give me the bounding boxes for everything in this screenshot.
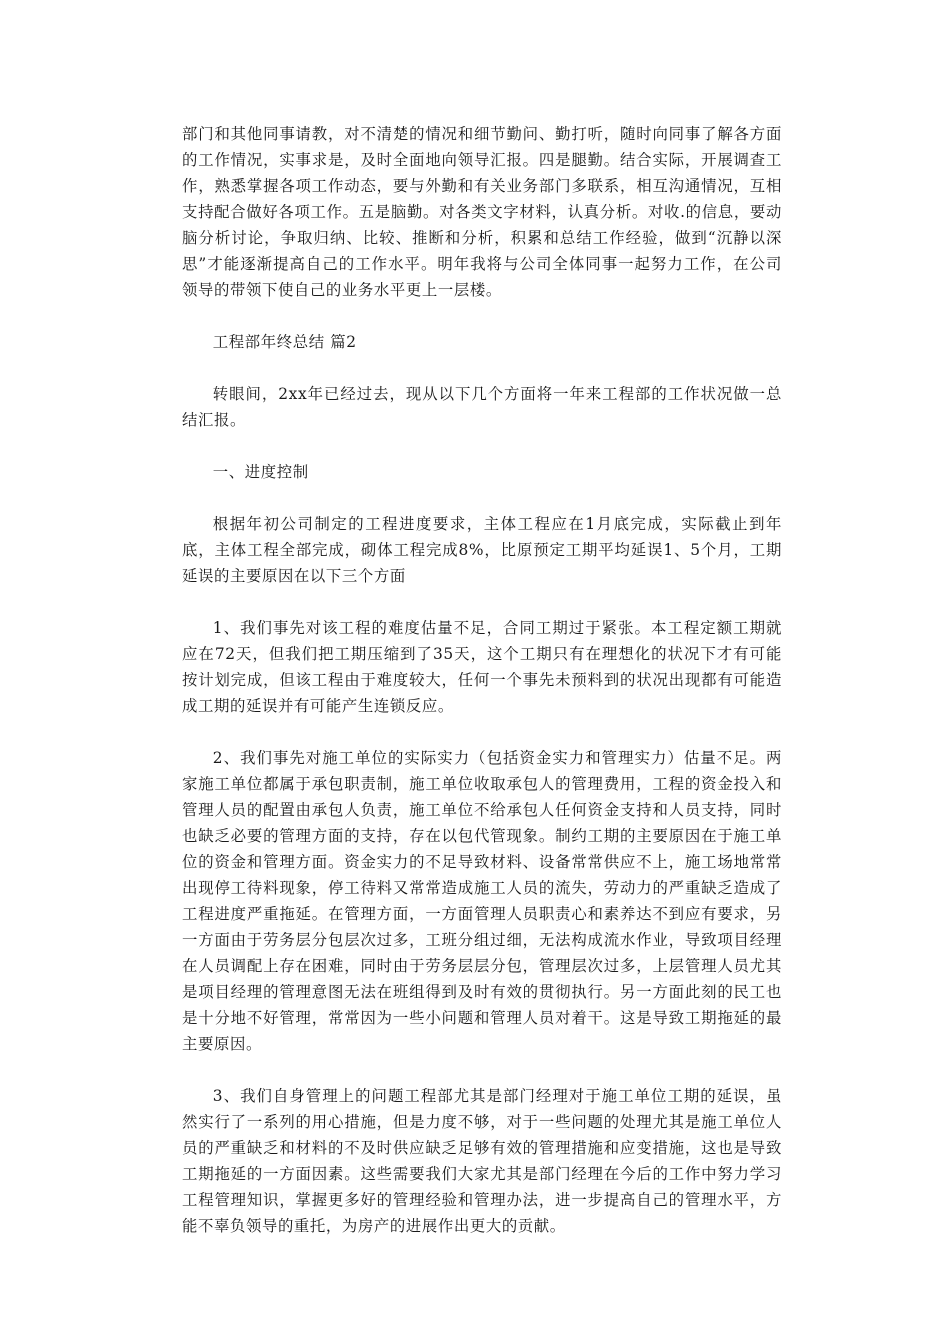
continued-paragraph: 部门和其他同事请教，对不清楚的情况和细节勤问、勤打听，随时向同事了解各方面的工作情况，实事求是，及时全面地向领导汇报。四是腿勤。结合实际，开展调查工作，熟悉掌握各项工作动态，要与外勤和有关业务部门多联系，相互沟通情况，互相支持配合做好各项工作。五是脑勤。对各类文字材料，认真分析。对收.的信息，要动脑分析讨论，争取归纳、比较、推断和分析，积累和总结工作经验，做到“沉静以深思”才能逐渐提高自己的工作水平。明年我将与公司全体同事一起努力工作，在公司领导的带领下使自己的业务水平更上一层楼。	[182, 125, 782, 299]
reason-paragraph-3: 3、我们自身管理上的问题工程部尤其是部门经理对于施工单位工期的延误，虽然实行了一系列的用心措施，但是力度不够，对于一些问题的处理尤其是施工单位人员的严重缺乏和材料的不及时供应缺乏足够有效的管理措施和应变措施，这也是导致工期拖延的一方面因素。这些需要我们大家尤其是部门经理在今后的工作中努力学习工程管理知识，掌握更多好的管理经验和管理办法，进一步提高自己的管理水平，方能不辜负领导的重托，为房产的进展作出更大的贡献。	[182, 1087, 782, 1235]
section-heading: 一、进度控制	[212, 463, 309, 481]
reason-paragraph-2: 2、我们事先对施工单位的实际实力（包括资金实力和管理实力）估量不足。两家施工单位都属于承包职责制，施工单位收取承包人的管理费用，工程的资金投入和管理人员的配置由承包人负责，施工单位不给承包人任何资金支持和人员支持，同时也缺乏必要的管理方面的支持，存在以包代管现象。制约工期的主要原因在于施工单位的资金和管理方面。资金实力的不足导致材料、设备常常供应不上，施工场地常常出现停工待料现象，停工待料又常常造成施工人员的流失，劳动力的严重缺乏造成了工程进度严重拖延。在管理方面，一方面管理人员职责心和素养达不到应有要求，另一方面由于劳务层分包层次过多，工班分组过细，无法构成流水作业，导致项目经理在人员调配上存在困难，同时由于劳务层层分包，管理层次过多，上层管理人员尤其是项目经理的管理意图无法在班组得到及时有效的贯彻执行。另一方面此刻的民工也是十分地不好管理，常常因为一些小问题和管理人员对着干。这是导致工期拖延的最主要原因。	[182, 749, 782, 1053]
reason-paragraph-1: 1、我们事先对该工程的难度估量不足，合同工期过于紧张。本工程定额工期就应在72天，但我们把工期压缩到了35天，这个工期只有在理想化的状况下才有可能按计划完成，但该工程由于难度较大，任何一个事先未预料到的状况出现都有可能造成工期的延误并有可能产生连锁反应。	[182, 619, 782, 715]
section-paragraph: 根据年初公司制定的工程进度要求，主体工程应在1月底完成，实际截止到年底，主体工程全部完成，砌体工程完成8%，比原预定工期平均延误1、5个月，工期延误的主要原因在以下三个方面	[182, 515, 782, 585]
intro-paragraph: 转眼间，2xx年已经过去，现从以下几个方面将一年来工程部的工作状况做一总结汇报。	[182, 385, 782, 429]
article-title: 工程部年终总结 篇2	[212, 333, 357, 351]
document-body	[182, 121, 782, 1265]
